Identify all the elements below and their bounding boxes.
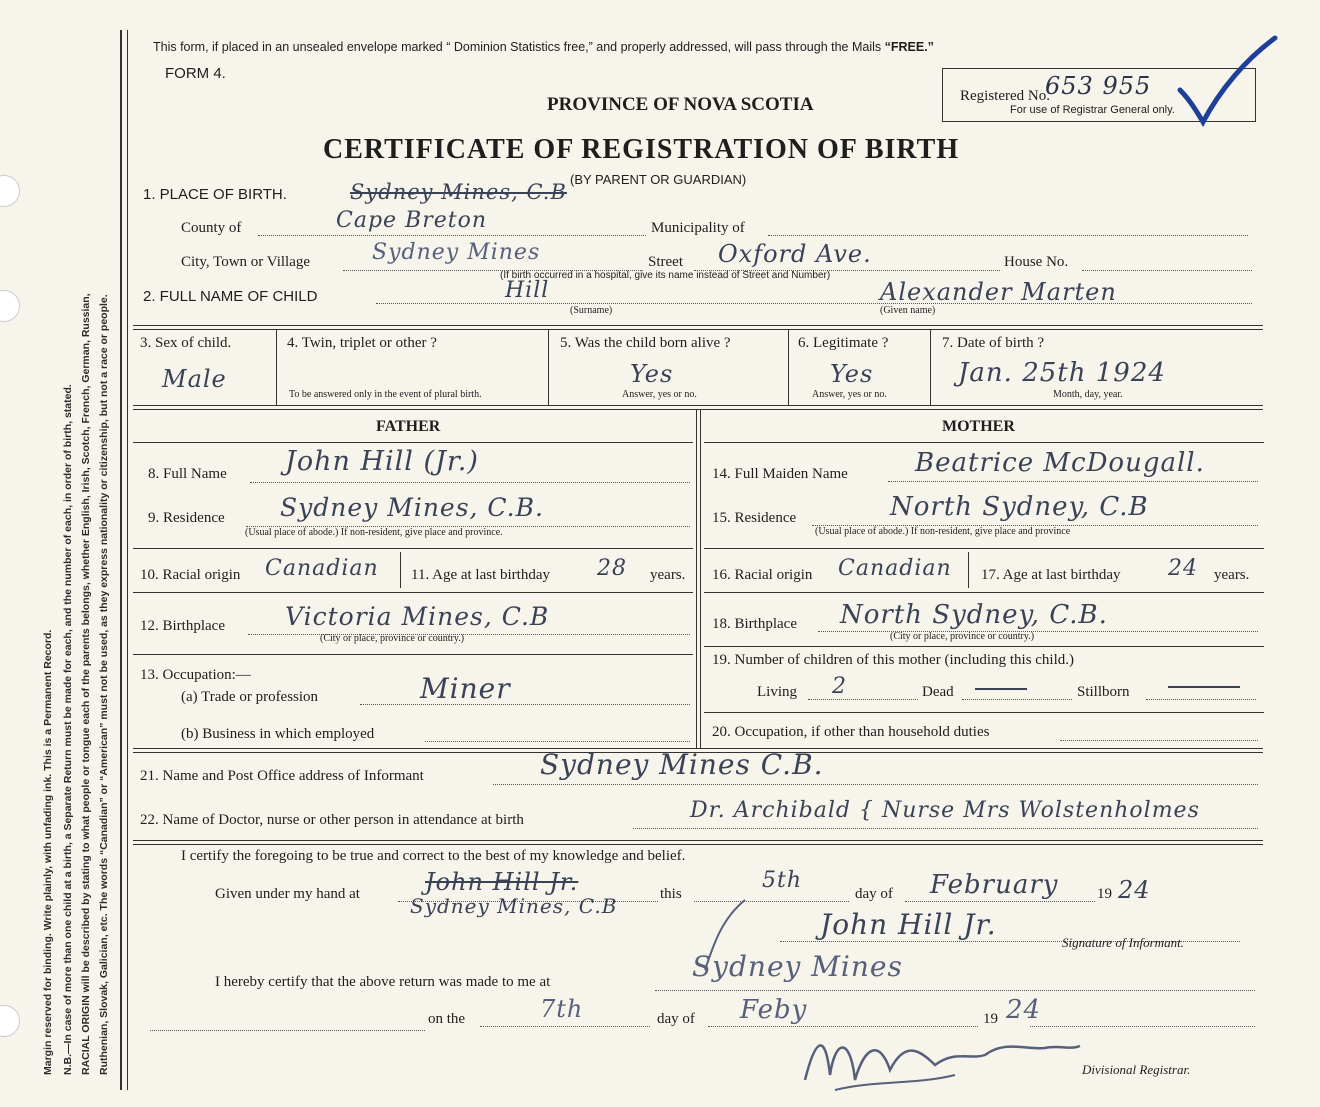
child-surname: Hill [505, 278, 550, 303]
dob-caption: Month, day, year. [1053, 389, 1123, 400]
certificate-subtitle: (BY PARENT OR GUARDIAN) [570, 172, 747, 187]
dead-dash [975, 688, 1027, 690]
binding-hole-middle [0, 290, 20, 322]
sex-value: Male [162, 365, 227, 393]
given-month: February [930, 870, 1059, 900]
binding-hole-top [0, 175, 20, 207]
registrar-year-prefix: 19 [983, 1011, 998, 1027]
child-given-name: Alexander Marten [880, 278, 1117, 306]
form-number: FORM 4. [165, 65, 226, 82]
father-residence-label: 9. Residence [148, 510, 225, 526]
mother-name-value: Beatrice McDougall. [915, 448, 1205, 478]
mother-years-label: years. [1214, 567, 1250, 583]
mother-residence-value: North Sydney, C.B [890, 492, 1149, 522]
living-value: 2 [832, 674, 847, 699]
dob-label: 7. Date of birth ? [942, 335, 1045, 351]
check-mark-icon [1175, 30, 1285, 130]
mother-age-value: 24 [1168, 556, 1198, 581]
street-label: Street [648, 254, 683, 270]
given-day: 5th [762, 868, 803, 893]
registered-number: 653 955 [1045, 72, 1152, 100]
province-heading: PROVINCE OF NOVA SCOTIA [547, 94, 814, 115]
mother-residence-label: 15. Residence [712, 510, 797, 526]
given-day-of-label: day of [855, 886, 893, 902]
mother-children-label: 19. Number of children of this mother (including this child.) [712, 652, 1075, 668]
legitimate-value: Yes [830, 360, 874, 388]
place-of-birth-value: Sydney Mines, C.B [350, 180, 567, 204]
margin-note-racial-origin-2: Ruthenian, Slovak, Galician, etc. The words “Canadian” or “American” must not be used, as they express nationality or citizenship, but not a race or people. [98, 294, 110, 1075]
father-heading: FATHER [376, 418, 441, 435]
signature-caption: Signature of Informant. [1062, 935, 1184, 950]
mail-note: This form, if placed in an unsealed envelope marked “ Dominion Statistics free,” and properly addressed, will pass through the Mails “FREE.” [153, 40, 934, 54]
trade-label: (a) Trade or profession [181, 689, 319, 705]
parents-divider [696, 409, 697, 749]
child-name-label: 2. FULL NAME OF CHILD [143, 288, 318, 305]
county-value: Cape Breton [336, 208, 488, 233]
father-racial-label: 10. Racial origin [140, 567, 241, 583]
registrar-place: Sydney Mines [692, 950, 903, 983]
dead-label: Dead [922, 684, 954, 700]
surname-caption: (Surname) [570, 305, 613, 316]
doctor-label: 22. Name of Doctor, nurse or other person in attendance at birth [140, 812, 524, 828]
city-value: Sydney Mines [372, 240, 541, 265]
place-of-birth-label: 1. PLACE OF BIRTH. [143, 186, 287, 203]
certificate-title: CERTIFICATE OF REGISTRATION OF BIRTH [323, 134, 960, 165]
father-residence-caption: (Usual place of abode.) If non-resident, give place and province. [245, 527, 503, 538]
father-residence-value: Sydney Mines, C.B. [280, 493, 544, 522]
twin-caption: To be answered only in the event of plural birth. [289, 389, 482, 400]
stillborn-dash [1168, 686, 1240, 688]
registrar-month: Feby [740, 995, 808, 1025]
row3-top-rule [133, 325, 1263, 326]
father-age-value: 28 [597, 556, 627, 581]
mother-name-label: 14. Full Maiden Name [712, 466, 848, 482]
father-birthplace-caption: (City or place, province or country.) [320, 633, 465, 644]
mother-birthplace-label: 18. Birthplace [712, 616, 797, 632]
street-value: Oxford Ave. [718, 240, 872, 268]
informant-value: Sydney Mines C.B. [540, 748, 824, 781]
legitimate-caption: Answer, yes or no. [812, 389, 887, 400]
mother-occupation-label: 20. Occupation, if other than household duties [712, 724, 990, 740]
father-name-value: John Hill (Jr.) [285, 446, 479, 477]
registrar-day: 7th [540, 995, 584, 1023]
legitimate-label: 6. Legitimate ? [798, 335, 889, 351]
twin-label: 4. Twin, triplet or other ? [287, 335, 437, 351]
form-left-border-inner [127, 30, 128, 1090]
father-years-label: years. [650, 567, 686, 583]
registrar-day-of-label: day of [657, 1011, 695, 1027]
binding-hole-bottom [0, 1005, 20, 1037]
registrar-caption: Divisional Registrar. [1082, 1062, 1191, 1077]
born-alive-caption: Answer, yes or no. [622, 389, 697, 400]
given-struck-name: John Hill Jr. [425, 868, 579, 896]
dob-value: Jan. 25th 1924 [958, 358, 1166, 388]
registrar-signature-icon [795, 1020, 1085, 1100]
registrar-year: 24 [1006, 995, 1042, 1025]
margin-note-multiple-births: N.B.—In case of more than one child at a birth, a Separate Return must be made for each, and the number of each, in order of birth, stated. [62, 384, 74, 1075]
sex-label: 3. Sex of child. [140, 335, 232, 351]
given-name-caption: (Given name) [880, 305, 936, 316]
born-alive-label: 5. Was the child born alive ? [560, 335, 731, 351]
father-occupation-label: 13. Occupation:— [140, 667, 251, 683]
father-birthplace-value: Victoria Mines, C.B [285, 602, 550, 631]
county-label: County of [181, 220, 242, 236]
form-left-border [120, 30, 122, 1090]
house-number-label: House No. [1004, 254, 1069, 270]
living-label: Living [757, 684, 797, 700]
born-alive-value: Yes [630, 360, 674, 388]
informant-label: 21. Name and Post Office address of Informant [140, 768, 424, 784]
this-label: this [660, 886, 682, 902]
stillborn-label: Stillborn [1077, 684, 1130, 700]
business-label: (b) Business in which employed [181, 726, 375, 742]
trade-value: Miner [420, 672, 511, 705]
registrar-statement: I hereby certify that the above return was made to me at [215, 974, 551, 990]
given-year: 24 [1118, 876, 1151, 904]
mother-residence-caption: (Usual place of abode.) If non-resident, give place and province [815, 526, 1071, 537]
mother-age-label: 17. Age at last birthday [981, 567, 1121, 583]
mother-racial-label: 16. Racial origin [712, 567, 813, 583]
registrar-use-note: For use of Registrar General only. [1010, 104, 1175, 116]
given-year-prefix: 19 [1097, 886, 1112, 902]
hospital-note: (If birth occurred in a hospital, give its name instead of Street and Number) [500, 270, 831, 281]
informant-signature: John Hill Jr. [820, 908, 997, 941]
mother-racial-value: Canadian [838, 556, 952, 581]
mother-heading: MOTHER [942, 418, 1015, 435]
margin-note-racial-origin: RACIAL ORIGIN will be described by stating to what people or tongue each of the parents belongs, whether English, Irish, Scotch, French, German, Russian, [80, 293, 92, 1075]
mother-birthplace-caption: (City or place, province or country.) [890, 631, 1035, 642]
registered-label: Registered No. [960, 88, 1050, 104]
given-place: Sydney Mines, C.B [410, 894, 618, 918]
on-the-label: on the [428, 1011, 466, 1027]
city-label: City, Town or Village [181, 254, 311, 270]
municipality-label: Municipality of [651, 220, 745, 236]
mother-birthplace-value: North Sydney, C.B. [840, 600, 1108, 630]
doctor-value: Dr. Archibald { Nurse Mrs Wolstenholmes [690, 798, 1200, 823]
father-name-label: 8. Full Name [148, 466, 227, 482]
father-age-label: 11. Age at last birthday [411, 567, 550, 583]
margin-note-binding: Margin reserved for binding. Write plainly, with unfading ink. This is a Permanent Record. [42, 629, 54, 1075]
given-under-label: Given under my hand at [215, 886, 360, 902]
certify-statement: I certify the foregoing to be true and correct to the best of my knowledge and belief. [181, 848, 686, 864]
father-racial-value: Canadian [265, 556, 379, 581]
father-birthplace-label: 12. Birthplace [140, 618, 225, 634]
